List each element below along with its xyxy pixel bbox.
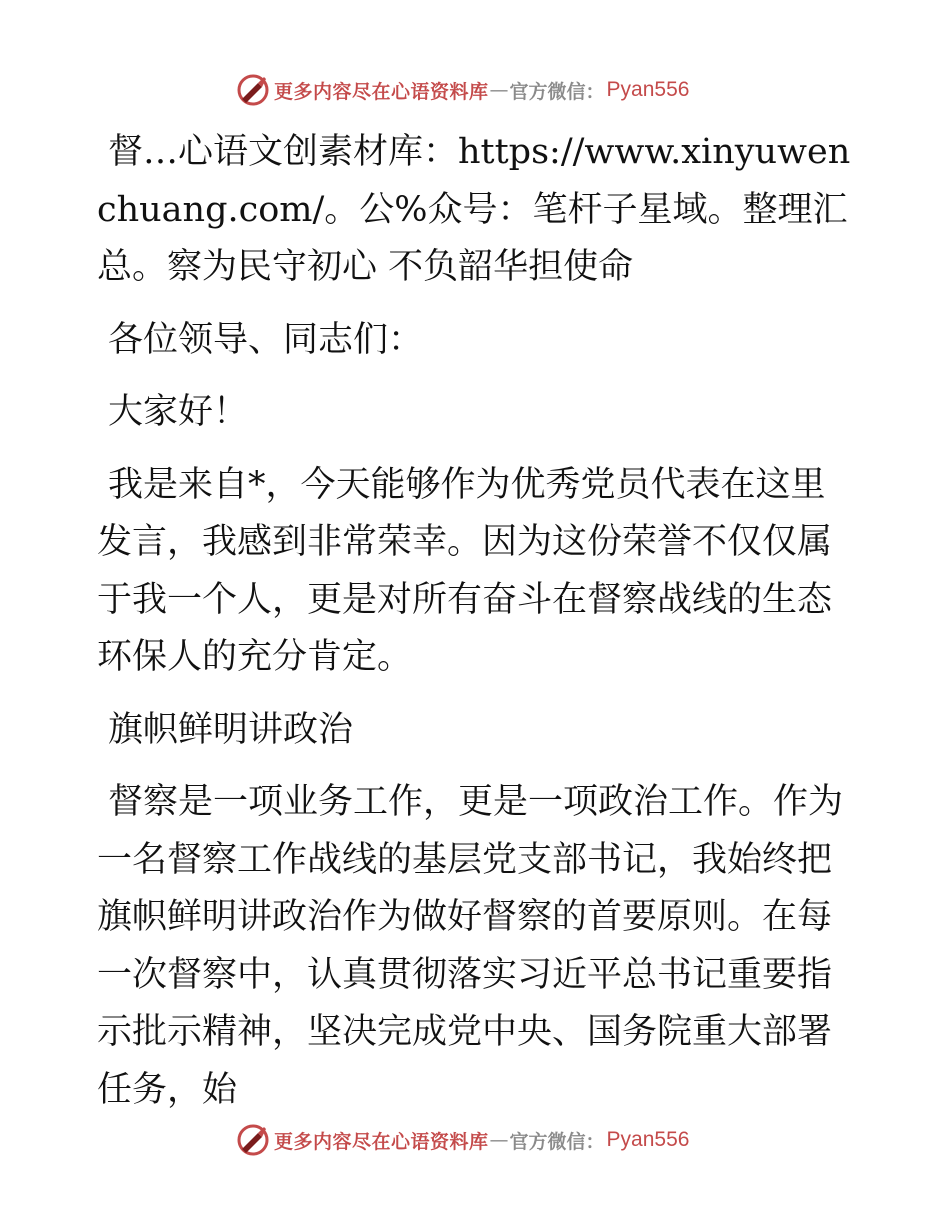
- footer-watermark: [236, 1122, 689, 1158]
- greeting: 大家好！: [108, 392, 249, 432]
- body-paragraph: 督察是一项业务工作，更是一项政治工作。作为一名督察工作战线的基层党支部书记，我始终把旗帜鲜明讲政治作为做好督察的首要原则。在每一次督察中，认真贯彻落实习近平总书记重要指示批示精神，坚决完成党中央、国务院重大部署任务，始: [97, 782, 844, 1110]
- header-watermark: [236, 72, 689, 108]
- pen-logo-icon: [236, 1123, 270, 1157]
- watermark-id: Pyan556: [606, 78, 690, 101]
- watermark-main-text: 更多内容尽在心语资料库: [274, 1130, 489, 1153]
- body-paragraph: 我是来自*，今天能够作为优秀党员代表在这里发言，我感到非常荣幸。因为这份荣誉不仅仅属于我一个人，更是对所有奋斗在督察战线的生态环保人的充分肯定。: [97, 464, 833, 677]
- watermark-dash: —: [489, 79, 509, 101]
- watermark-label: 官方微信：: [509, 1130, 605, 1153]
- document-body: [97, 124, 857, 1134]
- watermark-main-text: 更多内容尽在心语资料库: [274, 80, 489, 103]
- watermark-label: 官方微信：: [509, 80, 605, 103]
- salutation: 各位领导、同志们：: [108, 319, 424, 360]
- watermark-dash: —: [489, 1129, 509, 1151]
- pen-logo-icon: [236, 73, 270, 107]
- section-heading: 旗帜鲜明讲政治: [108, 709, 354, 750]
- watermark-id: Pyan556: [606, 1128, 690, 1151]
- intro-paragraph: 督…心语文创素材库：https://www.xinyuwenchuang.com/。公%众号：笔杆子星域。整理汇总。察为民守初心 不负韶华担使命: [97, 132, 851, 287]
